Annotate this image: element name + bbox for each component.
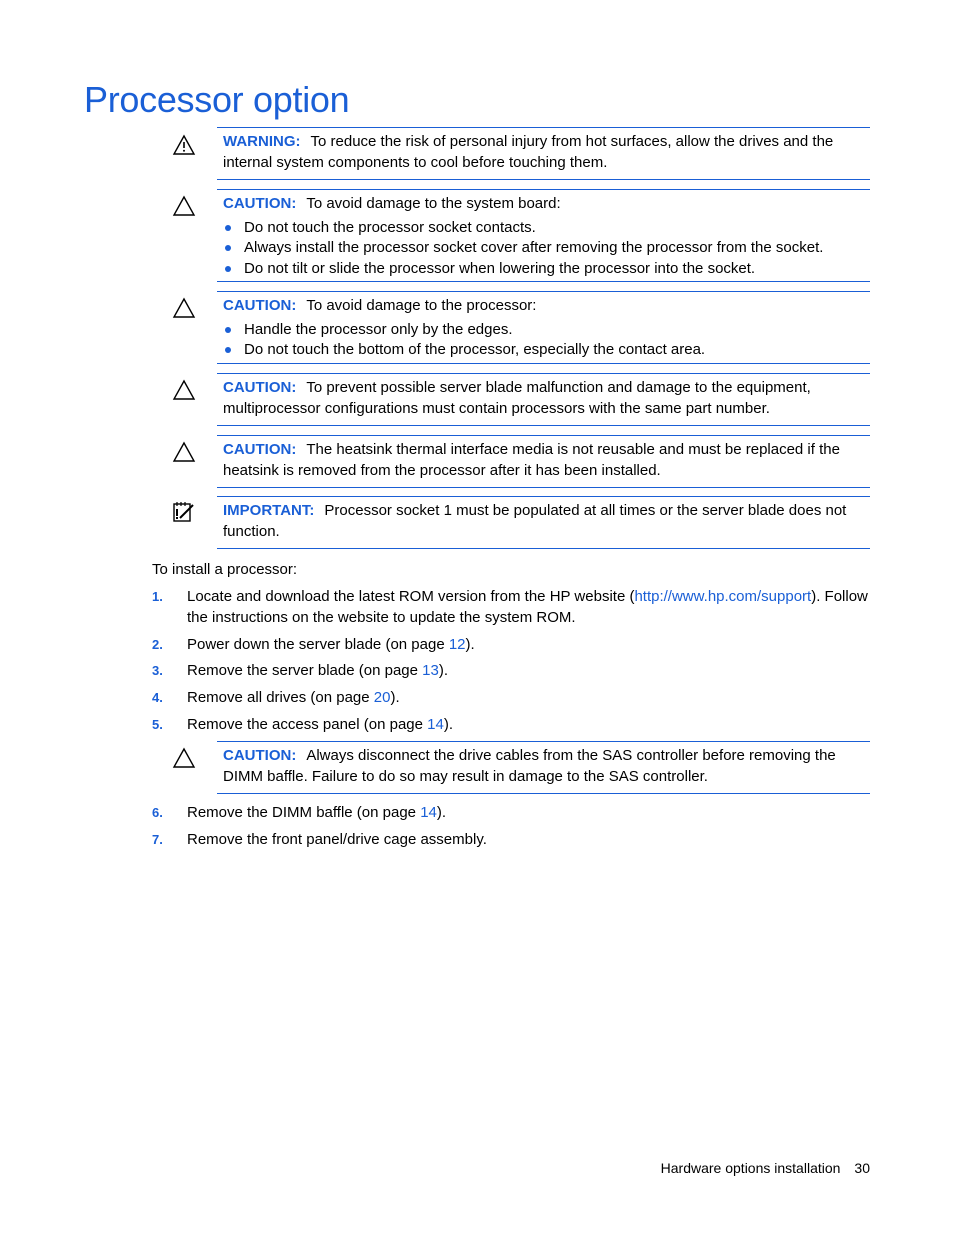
warning-icon: [172, 134, 196, 156]
caution-note: [217, 291, 870, 364]
list-item: Do not touch the bottom of the processor, especially the contact area.: [223, 340, 864, 361]
caution-note: [217, 435, 870, 488]
bullet-icon: [225, 225, 231, 231]
note-text: Processor socket 1 must be populated at all times or the server blade does not function.: [223, 502, 847, 540]
important-icon: [172, 501, 196, 523]
step-item: 5. Remove the access panel (on page 14).: [152, 716, 454, 733]
caution-icon: [172, 297, 196, 319]
note-text: To avoid damage to the processor:: [306, 297, 537, 314]
bullet-list: [223, 218, 864, 280]
note-label: CAUTION:: [223, 379, 297, 396]
step-item: 7. Remove the front panel/drive cage assembly.: [152, 831, 487, 848]
step-number: 3.: [152, 663, 163, 678]
step-item: 2. Power down the server blade (on page 12).: [152, 636, 475, 653]
step-item: 1. Locate and download the latest ROM version from the HP website (http://www.hp.com/support). Follow the instructions on the website to update the system ROM.: [152, 588, 868, 626]
step-item: 3. Remove the server blade (on page 13).: [152, 662, 448, 679]
note-text: To reduce the risk of personal injury from hot surfaces, allow the drives and the internal system components to cool before touching them.: [223, 133, 834, 171]
bullet-list: [223, 320, 864, 361]
page-link[interactable]: 14: [420, 804, 437, 821]
note-label: CAUTION:: [223, 747, 297, 764]
support-link[interactable]: http://www.hp.com/support: [634, 588, 812, 605]
note-label: CAUTION:: [223, 441, 297, 458]
note-text: The heatsink thermal interface media is not reusable and must be replaced if the heatsink is removed from the processor after it has been installed.: [223, 441, 840, 479]
note-label: WARNING:: [223, 133, 301, 150]
page-link[interactable]: 14: [427, 716, 444, 733]
note-label: CAUTION:: [223, 195, 297, 212]
list-item: Do not touch the processor socket contacts.: [223, 218, 864, 239]
step-item: 6. Remove the DIMM baffle (on page 14).: [152, 804, 447, 821]
bullet-icon: [225, 266, 231, 272]
page-link[interactable]: 20: [373, 689, 391, 706]
footer-section: Hardware options installation: [660, 1160, 841, 1176]
step-number: 7.: [152, 832, 163, 847]
step-number: 2.: [152, 637, 163, 652]
note-label: IMPORTANT:: [223, 502, 315, 519]
caution-icon: [172, 747, 196, 769]
step-number: 4.: [152, 690, 163, 705]
caution-note: [217, 373, 870, 426]
page-number: 30: [854, 1160, 870, 1176]
note-label: CAUTION:: [223, 297, 297, 314]
bullet-icon: [225, 327, 231, 333]
bullet-icon: [225, 245, 231, 251]
note-text: To prevent possible server blade malfunction and damage to the equipment, multiprocessor configurations must contain processors with the same part number.: [223, 379, 811, 417]
note-text: Always disconnect the drive cables from the SAS controller before removing the DIMM baffle. Failure to do so may result in damage to the SAS controller.: [223, 747, 836, 785]
caution-icon: [172, 195, 196, 217]
bullet-icon: [225, 347, 231, 353]
step-number: 5.: [152, 717, 163, 732]
list-item: Do not tilt or slide the processor when lowering the processor into the socket.: [223, 259, 864, 280]
list-item: Always install the processor socket cover after removing the processor from the socket.: [223, 238, 864, 259]
step-item: 4. Remove all drives (on page 20).: [152, 689, 400, 706]
caution-note: [217, 741, 870, 794]
warning-note: [217, 127, 870, 180]
procedure-intro: To install a processor:: [152, 561, 298, 578]
important-note: [217, 496, 870, 549]
caution-icon: [172, 441, 196, 463]
note-text: To avoid damage to the system board:: [306, 195, 561, 212]
page-footer: [661, 1158, 870, 1178]
list-item: Handle the processor only by the edges.: [223, 320, 864, 341]
step-number: 6.: [152, 805, 163, 820]
caution-note: [217, 189, 870, 282]
step-number: 1.: [152, 589, 163, 604]
page-link[interactable]: 13: [422, 662, 439, 679]
page-link[interactable]: 12: [448, 636, 466, 653]
caution-icon: [172, 379, 196, 401]
page-title: Processor option: [84, 79, 350, 120]
